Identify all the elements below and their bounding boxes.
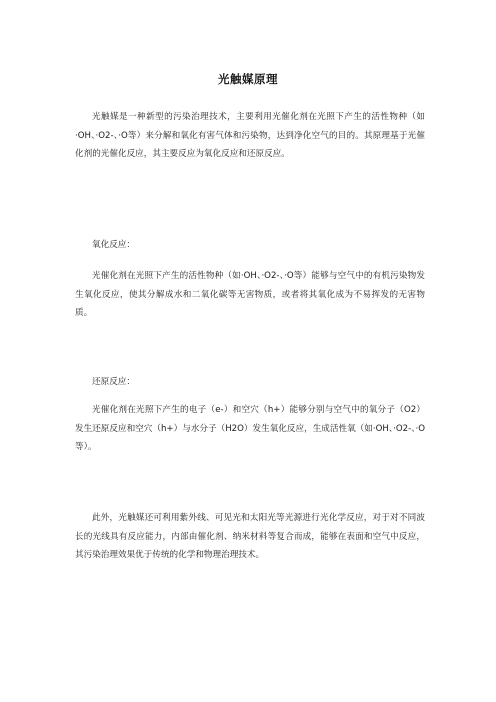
reduction-paragraph: 光催化剂在光照下产生的电子（e-）和空穴（h+）能够分别与空气中的氧分子（O2）发生还原反应和空穴（h+）与水分子（H2O）发生氧化反应，生成活性氧（如·OH、·O2-、·O等）。 <box>75 405 425 452</box>
conclusion-paragraph: 此外，光触媒还可利用紫外线、可见光和太阳光等光源进行光化学反应，对于对不同波长的光线具有反应能力，内部由催化剂、纳米材料等复合而成，能够在表面和空气中反应，其污染治理效果优于传统的化学和物理治理技术。 <box>75 513 425 560</box>
reduction-heading: 还原反应： <box>92 377 135 387</box>
oxidation-heading: 氧化反应： <box>92 240 135 250</box>
intro-paragraph: 光触媒是一种新型的污染治理技术，主要利用光催化剂在光照下产生的活性物种（如·OH、·O2-、·O等）来分解和氧化有害气体和污染物，达到净化空气的目的。其原理基于光催化剂的光催化反应，其主要反应为氧化反应和还原反应。 <box>75 112 425 159</box>
oxidation-paragraph: 光催化剂在光照下产生的活性物种（如·OH、·O2-、·O等）能够与空气中的有机污染物发生氧化反应，使其分解成水和二氧化碳等无害物质，或者将其氧化成为不易挥发的无害物质。 <box>75 271 425 318</box>
document-title: 光触媒原理 <box>218 72 278 86</box>
